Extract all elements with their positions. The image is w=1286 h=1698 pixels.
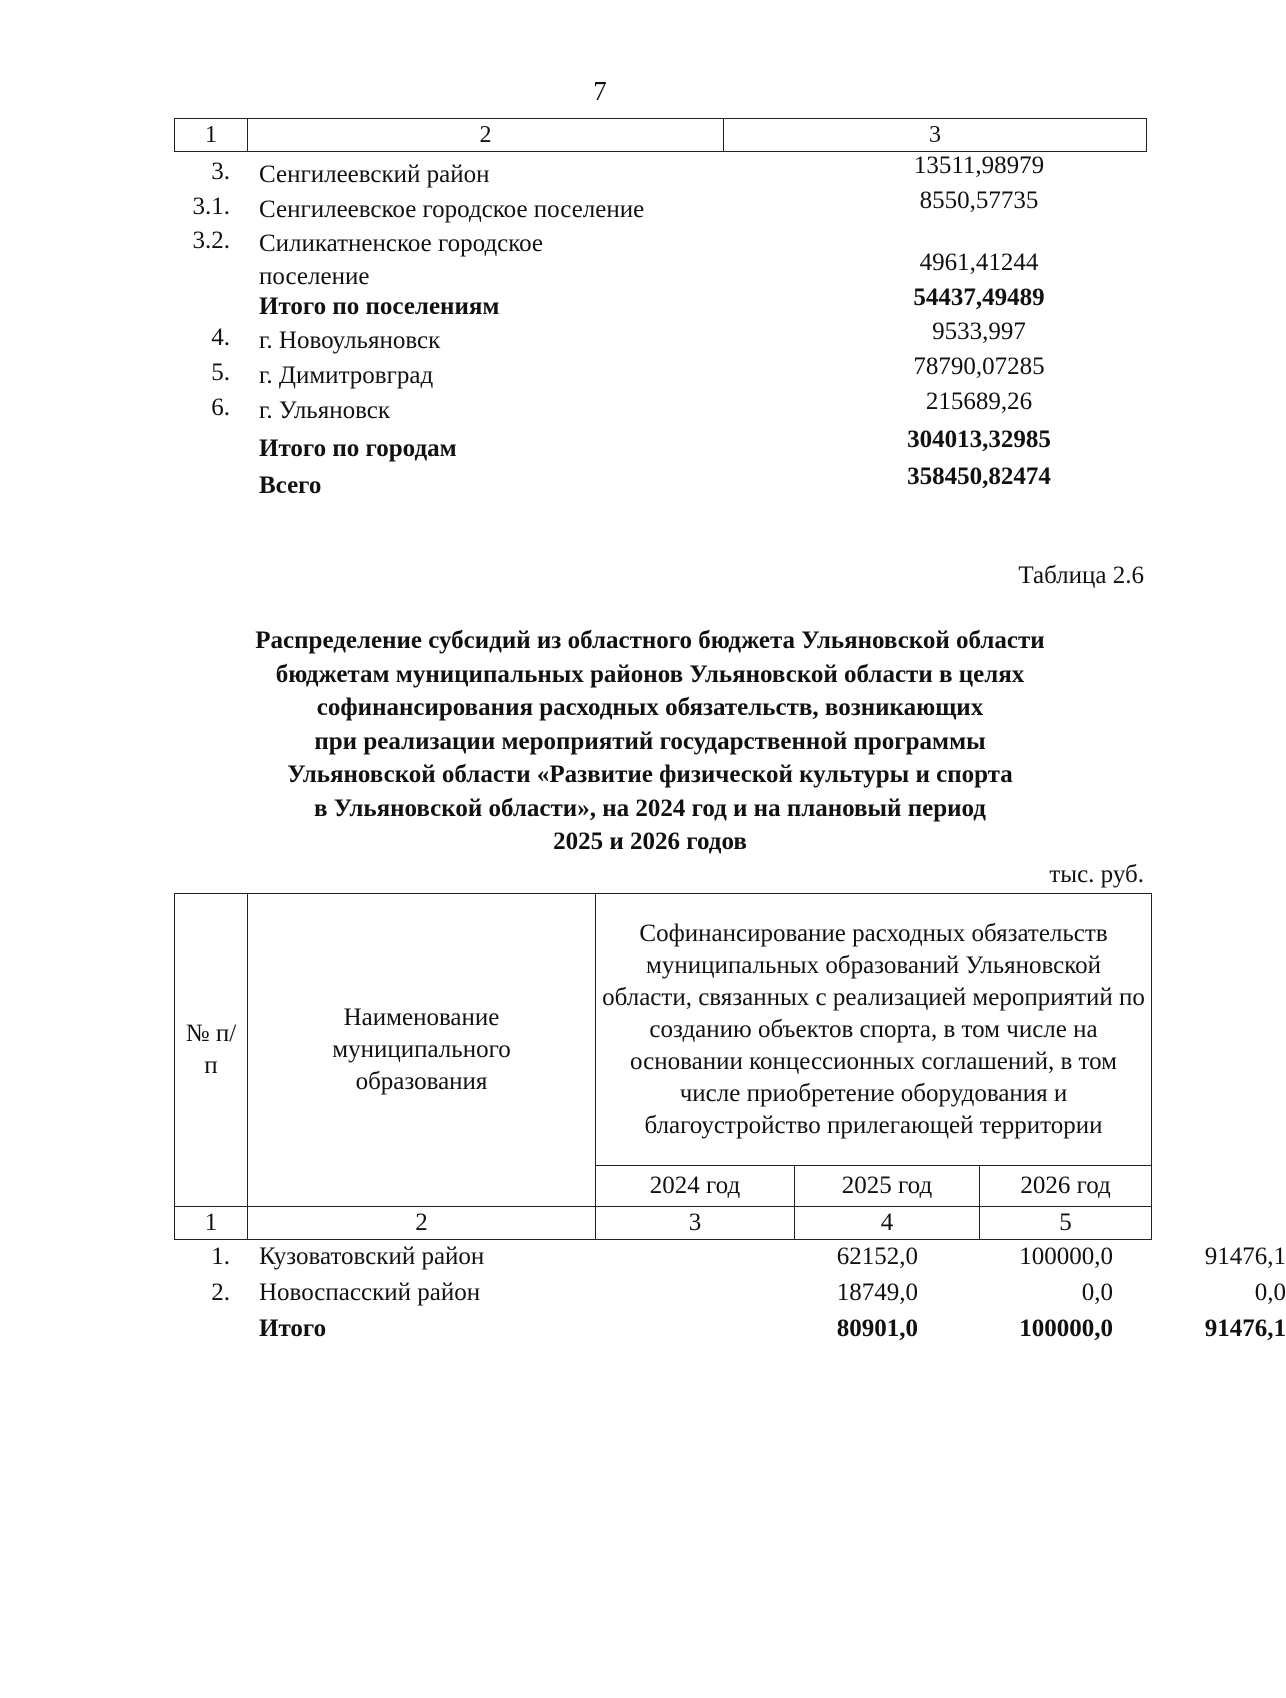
document-title bbox=[150, 624, 1150, 859]
value-2025: 0,0 bbox=[1081, 1279, 1113, 1306]
value-2025: 100000,0 bbox=[1019, 1243, 1113, 1270]
units-label: тыс. руб. bbox=[1049, 861, 1144, 888]
title-line: 2025 и 2026 годов bbox=[553, 828, 747, 855]
row-number: 2. bbox=[211, 1279, 230, 1306]
title-line: Распределение субсидий из областного бюджета Ульяновской области bbox=[255, 627, 1045, 654]
table1-header-col1: 1 bbox=[175, 119, 248, 151]
index-cell: 5 bbox=[980, 1207, 1152, 1240]
col-year-2024: 2024 год bbox=[596, 1166, 795, 1207]
page-number: 7 bbox=[593, 76, 607, 106]
row-value: 78790,07285 bbox=[913, 353, 1045, 380]
row-name: Итого по городам bbox=[259, 435, 457, 462]
row-name: Силикатненское городское поселение bbox=[259, 230, 544, 290]
row-number: 6. bbox=[211, 394, 230, 421]
value-2024: 80901,0 bbox=[836, 1315, 918, 1342]
title-line: Ульяновской области «Развитие физической культуры и спорта bbox=[287, 761, 1013, 788]
title-line: бюджетам муниципальных районов Ульяновской области в целях bbox=[275, 660, 1025, 688]
table1-header bbox=[174, 118, 1147, 152]
row-value: 304013,32985 bbox=[907, 426, 1051, 453]
row-number: 5. bbox=[211, 359, 230, 386]
row-name: Итого по поселениям bbox=[259, 293, 500, 320]
index-cell: 3 bbox=[596, 1207, 795, 1240]
table2-header bbox=[174, 893, 1152, 1240]
row-name: Новоспасский район bbox=[259, 1279, 481, 1306]
value-2026: 91476,1 bbox=[1204, 1243, 1286, 1270]
row-name: Сенгилеевское городское поселение bbox=[259, 196, 645, 223]
row-number: 3.1. bbox=[192, 193, 230, 220]
index-cell: 4 bbox=[795, 1207, 980, 1240]
table-label: Таблица 2.6 bbox=[1018, 562, 1144, 589]
row-name: Кузоватовский район bbox=[259, 1243, 485, 1270]
table1-header-col2: 2 bbox=[248, 119, 724, 151]
row-name: г. Новоульяновск bbox=[259, 327, 441, 354]
row-name: г. Димитровград bbox=[259, 362, 434, 389]
col-year-2026: 2026 год bbox=[980, 1166, 1152, 1207]
title-line: софинансирования расходных обязательств, возникающих bbox=[316, 694, 984, 721]
row-value: 13511,98979 bbox=[913, 152, 1045, 179]
row-name: Сенгилеевский район bbox=[259, 161, 490, 188]
col-year-2025: 2025 год bbox=[795, 1166, 980, 1207]
row-name: г. Ульяновск bbox=[259, 397, 390, 424]
row-number: 4. bbox=[211, 324, 230, 351]
value-2024: 62152,0 bbox=[836, 1243, 918, 1270]
value-2026: 0,0 bbox=[1254, 1279, 1286, 1306]
index-cell: 1 bbox=[175, 1207, 248, 1240]
row-value: 215689,26 bbox=[925, 388, 1033, 415]
title-line: при реализации мероприятий государственной программы bbox=[314, 727, 986, 755]
col-group-header: Софинансирование расходных обязательств муниципальных образований Ульяновской области, связанных с реализацией мероприятий по созданию объектов спорта, в том числе на основании концессионных соглашений, в том числе приобретение оборудования и благоустройство прилегающей территории bbox=[596, 894, 1152, 1166]
title-line: в Ульяновской области», на 2024 год и на плановый период bbox=[314, 794, 986, 822]
value-2025: 100000,0 bbox=[1019, 1315, 1113, 1342]
value-2024: 18749,0 bbox=[836, 1279, 918, 1306]
row-name: Всего bbox=[259, 472, 322, 499]
row-number: 1. bbox=[211, 1243, 230, 1270]
row-value: 54437,49489 bbox=[913, 284, 1045, 311]
row-name: Итого bbox=[259, 1315, 327, 1342]
row-value: 8550,57735 bbox=[919, 187, 1039, 214]
col-name-header: Наименование муниципального образования bbox=[248, 894, 596, 1207]
table1-header-col3: 3 bbox=[929, 121, 941, 148]
value-2026: 91476,1 bbox=[1204, 1315, 1286, 1342]
row-value: 9533,997 bbox=[932, 318, 1026, 345]
row-number: 3.2. bbox=[192, 227, 230, 254]
col-num-header: № п/п bbox=[175, 894, 248, 1207]
row-value: 4961,41244 bbox=[919, 249, 1039, 276]
index-cell: 2 bbox=[248, 1207, 596, 1240]
row-value: 358450,82474 bbox=[907, 463, 1051, 490]
row-number: 3. bbox=[211, 158, 230, 185]
